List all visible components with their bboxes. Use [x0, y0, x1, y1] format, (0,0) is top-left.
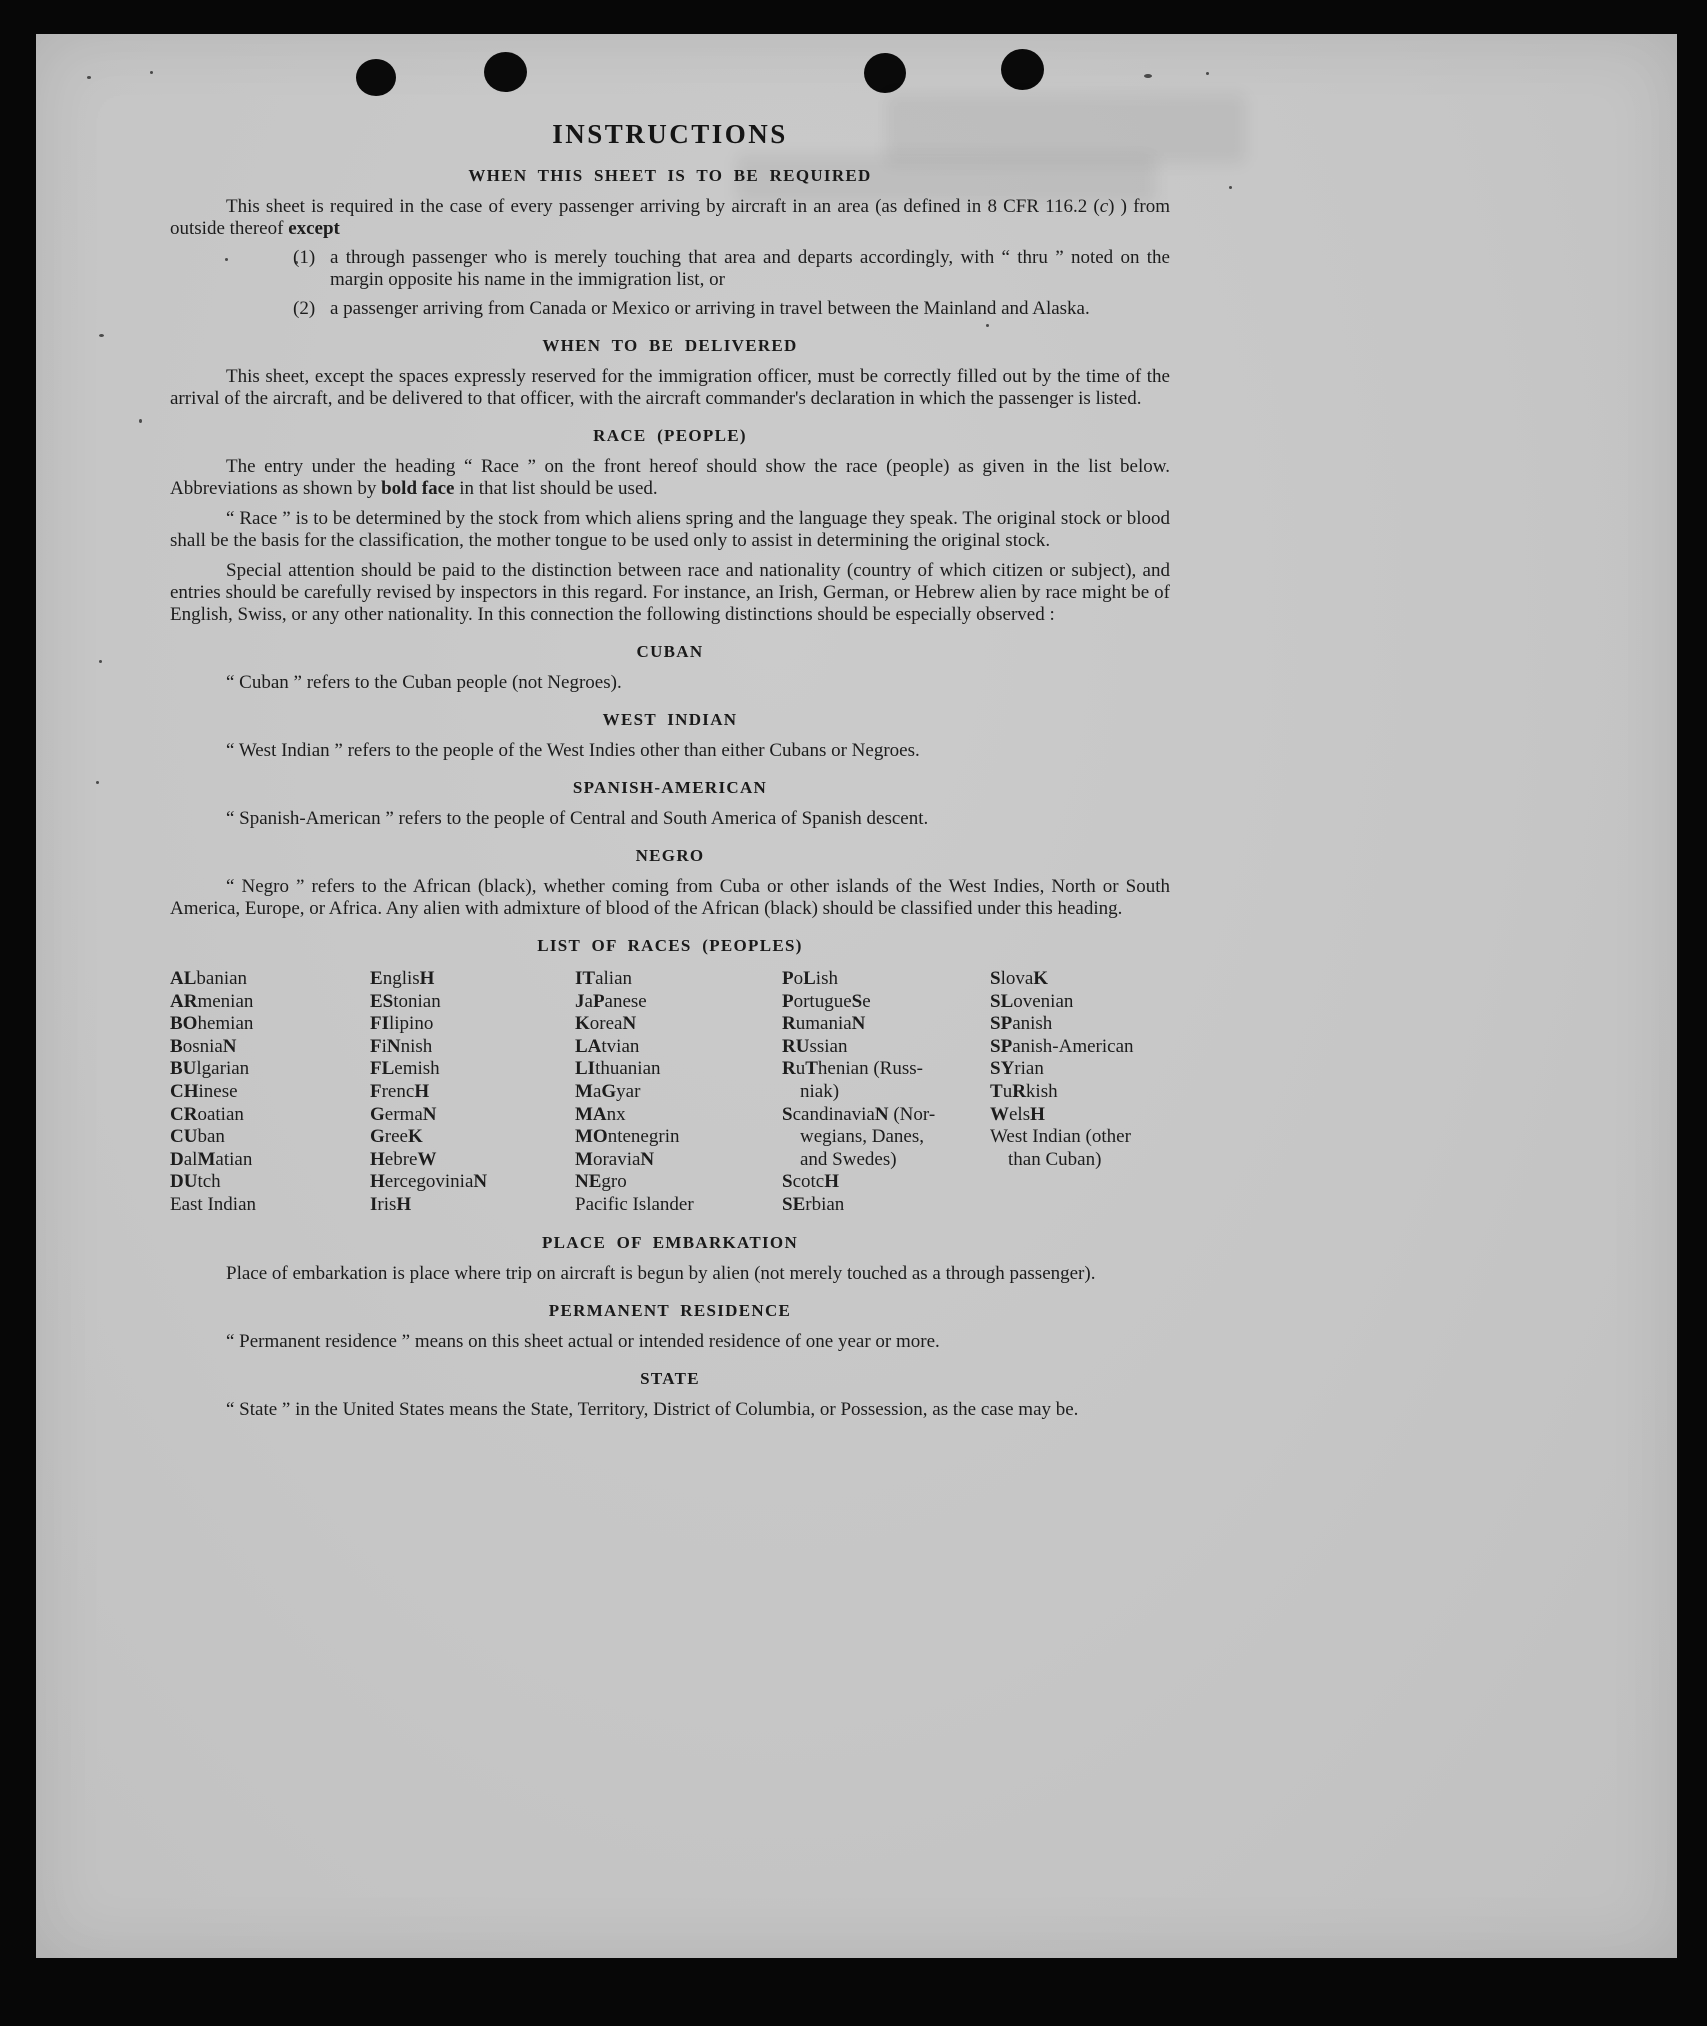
race-entry: PoLish — [782, 968, 838, 989]
race-entry: FLemish — [370, 1058, 440, 1080]
race-entry: HebreW — [370, 1148, 437, 1170]
race-entry: HercegoviniaN — [370, 1171, 488, 1193]
race-entry: SYrian — [990, 1058, 1044, 1080]
exception-list — [293, 247, 1170, 320]
race-entry: EStonian — [370, 990, 441, 1012]
race-entry: East Indian — [170, 1193, 257, 1215]
race-entry: JaPanese — [575, 990, 647, 1012]
paragraph-negro: “ Negro ” refers to the African (black), whether coming from Cuba or other islands of the West Indies, North or South America, Europe, or Africa. Any alien with admixture of blood of the African (black) should be classified under this heading. — [170, 876, 1170, 919]
race-entry: LIthuanian — [575, 1058, 661, 1080]
race-entry: DalMatian — [170, 1148, 253, 1170]
paragraph-when-required: This sheet is required in the case of every passenger arriving by aircraft in an area (as defined in 8 CFR 116.2 (c) ) from outside thereof except — [170, 196, 1171, 239]
section-heading-when-delivered: WHEN TO BE DELIVERED — [542, 336, 798, 355]
scan-speck — [139, 419, 142, 423]
item-text: a passenger arriving from Canada or Mexico or arriving in travel between the Mainland and Alaska. — [330, 298, 1090, 319]
race-entry: SErbian — [782, 1193, 845, 1215]
race-entry: TuRkish — [990, 1080, 1058, 1102]
numbered-item — [293, 247, 1170, 291]
race-entry: SPanish-American — [990, 1035, 1134, 1057]
paragraph-when-delivered: This sheet, except the spaces expressly reserved for the immigration officer, must be correctly filled out by the time of the arrival of the aircraft, and be delivered to that officer, with the aircraft commander's declaration in which the passenger is listed. — [170, 366, 1170, 409]
numbered-item — [293, 298, 1170, 320]
paragraph-race-1: The entry under the heading “ Race ” on the front hereof should show the race (people) as given in the list below. Abbreviations as shown by bold face in that list should be used. — [170, 456, 1170, 499]
race-entry: CRoatian — [170, 1103, 244, 1125]
race-entry: RUssian — [782, 1035, 848, 1057]
race-entry: RumaniaN — [782, 1013, 866, 1035]
section-heading-state: STATE — [640, 1368, 700, 1388]
races-column — [370, 968, 575, 1217]
race-entry: LAtvian — [575, 1035, 640, 1057]
section-heading-embarkation: PLACE OF EMBARKATION — [541, 1232, 799, 1252]
race-entry: MaGyar — [575, 1080, 641, 1102]
race-entry: NEgro — [575, 1171, 627, 1193]
section-heading-spanish-american: SPANISH-AMERICAN — [572, 778, 768, 797]
page-title: INSTRUCTIONS — [552, 119, 788, 149]
race-entry: MoraviaN — [575, 1148, 655, 1170]
paragraph-race-2: “ Race ” is to be determined by the stock from which aliens spring and the language they speak. The original stock or blood shall be the basis for the classification, the mother tongue to be used only to assist in determining the original stock. — [170, 508, 1170, 551]
section-heading-cuban: CUBAN — [636, 642, 704, 661]
race-entry: GreeK — [370, 1126, 423, 1148]
scan-speck — [96, 781, 99, 784]
paragraph-cuban: “ Cuban ” refers to the Cuban people (not Negroes). — [226, 672, 622, 693]
race-entry: KoreaN — [575, 1013, 637, 1035]
scan-speck — [87, 76, 91, 79]
document-content — [170, 34, 1170, 1421]
race-entry: MOntenegrin — [575, 1126, 680, 1148]
section-heading-residence: PERMANENT RESIDENCE — [548, 1300, 792, 1320]
section-heading-negro: NEGRO — [635, 846, 705, 865]
paragraph-spanish-american: “ Spanish-American ” refers to the people of Central and South America of Spanish descent. — [226, 808, 929, 829]
race-entry: FrencH — [370, 1080, 430, 1102]
scanned-page — [36, 34, 1677, 1958]
race-entry: ScandinaviaN (Nor- wegians, Danes, and Swedes) — [782, 1103, 936, 1170]
race-entry: ARmenian — [170, 990, 254, 1012]
races-column — [575, 968, 782, 1217]
race-entry: GermaN — [370, 1103, 437, 1125]
section-heading-west-indian: WEST INDIAN — [602, 710, 738, 729]
paragraph-embarkation: Place of embarkation is place where trip on aircraft is begun by alien (not merely touched as a through passenger). — [226, 1262, 1096, 1284]
scan-speck — [99, 660, 102, 663]
races-column — [782, 968, 972, 1217]
race-entry: BOhemian — [170, 1013, 254, 1035]
paragraph-residence: “ Permanent residence ” means on this sheet actual or intended residence of one year or more. — [226, 1330, 940, 1352]
scan-speck — [99, 334, 104, 337]
race-entry: BUlgarian — [170, 1058, 250, 1080]
scan-speck — [150, 71, 153, 74]
section-heading-when-required: WHEN THIS SHEET IS TO BE REQUIRED — [468, 166, 872, 185]
race-entry: SPanish — [990, 1013, 1053, 1035]
race-entry: WelsH — [990, 1103, 1045, 1125]
races-column — [990, 968, 1170, 1217]
item-text: a through passenger who is merely touching that area and departs accordingly, with “ thru ” noted on the margin opposite his name in the immigration list, or — [330, 247, 1170, 290]
race-entry: FiNnish — [370, 1035, 433, 1057]
races-list — [170, 968, 1170, 1217]
section-heading-list-of-races: LIST OF RACES (PEOPLES) — [537, 936, 803, 955]
item-number: (1) — [293, 247, 316, 268]
section-heading-race: RACE (PEOPLE) — [593, 426, 747, 445]
race-entry: IrisH — [370, 1193, 412, 1215]
paragraph-race-3: Special attention should be paid to the distinction between race and nationality (country of which citizen or subject), and entries should be carefully revised by inspectors in this regard. For instance, an Irish, German, or Hebrew alien by race might be of English, Swiss, or any other nationality. In this connection the following distinctions should be especially observed : — [170, 560, 1170, 625]
race-entry: BosniaN — [170, 1035, 237, 1057]
race-entry: PortugueSe — [782, 990, 871, 1012]
race-entry: MAnx — [575, 1103, 626, 1125]
item-number: (2) — [293, 298, 316, 319]
race-entry: ITalian — [575, 968, 633, 989]
race-entry: ScotcH — [782, 1171, 840, 1193]
race-entry: Pacific Islander — [575, 1193, 694, 1215]
scan-speck — [1206, 72, 1209, 75]
race-entry: SlovaK — [990, 968, 1049, 989]
races-column — [170, 968, 370, 1217]
scan-speck — [1229, 186, 1232, 189]
race-entry: EnglisH — [370, 968, 435, 989]
race-entry: West Indian (other than Cuban) — [990, 1126, 1131, 1170]
paragraph-state: “ State ” in the United States means the State, Territory, District of Columbia, or Possession, as the case may be. — [226, 1398, 1079, 1420]
race-entry: ALbanian — [170, 968, 248, 989]
race-entry: DUtch — [170, 1171, 221, 1193]
race-entry: FIlipino — [370, 1013, 434, 1035]
race-entry: CHinese — [170, 1080, 238, 1102]
race-entry: CUban — [170, 1126, 225, 1148]
race-entry: RuThenian (Russ- niak) — [782, 1058, 923, 1102]
race-entry: SLovenian — [990, 990, 1074, 1012]
paragraph-west-indian: “ West Indian ” refers to the people of the West Indies other than either Cubans or Negroes. — [226, 740, 920, 761]
